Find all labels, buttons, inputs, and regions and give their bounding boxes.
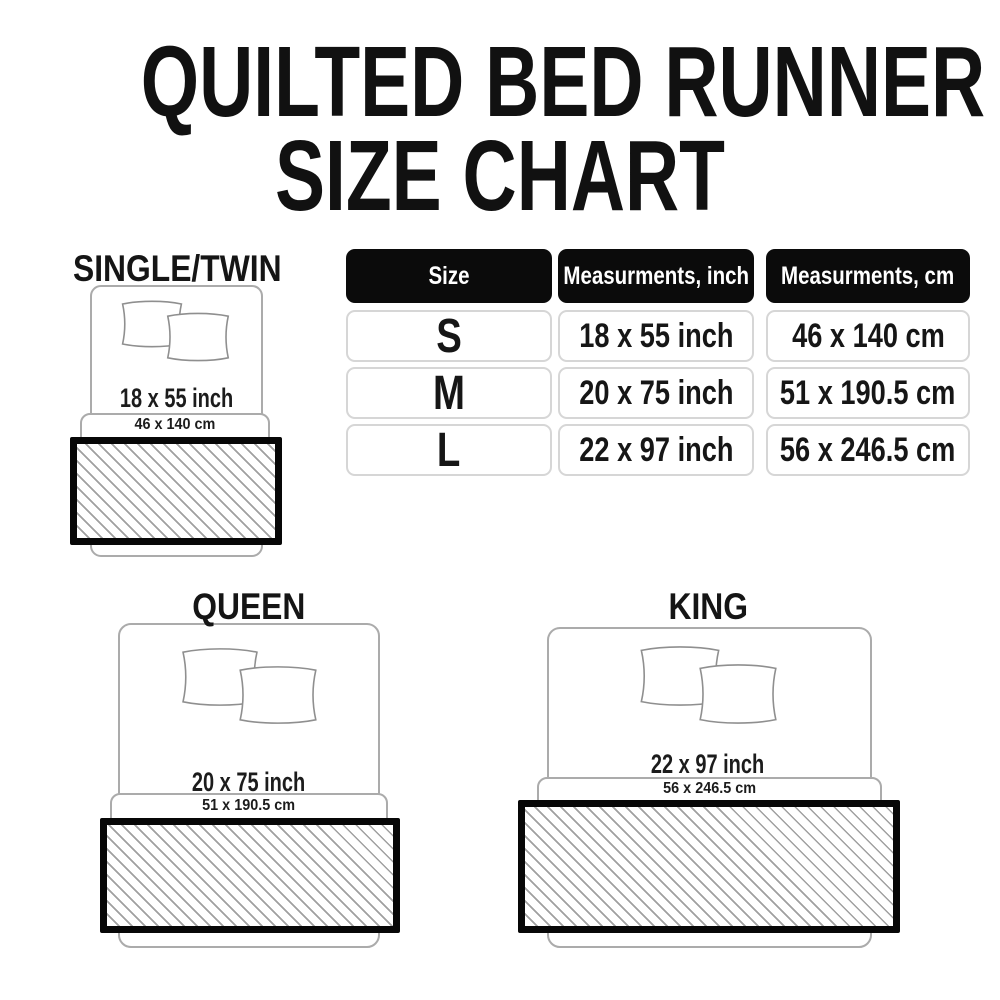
bed-size-label: QUEEN	[192, 586, 306, 627]
table-cell-cm-m: 51 x 190.5 cm	[766, 367, 970, 419]
runner-cm-measurement: 56 x 246.5 cm	[663, 780, 756, 797]
table-header-inch: Measurments, inch	[558, 249, 754, 303]
table-cell-size-l: L	[346, 424, 552, 476]
table-cell-cm-s: 46 x 140 cm	[766, 310, 970, 362]
table-cell-inch-s: 18 x 55 inch	[558, 310, 754, 362]
poster-title-text-2: SIZE CHART	[275, 120, 725, 232]
table-header-size: Size	[346, 249, 552, 303]
runner-cm-measurement: 51 x 190.5 cm	[202, 797, 296, 814]
bed-runner-hatched	[100, 818, 400, 933]
runner-cm-measurement: 46 x 140 cm	[134, 416, 216, 433]
runner-inch-measurement: 20 x 75 inch	[192, 766, 306, 797]
table-cell-size-s: S	[346, 310, 552, 362]
bed-size-label: KING	[668, 586, 748, 627]
table-header-cm: Measurments, cm	[766, 249, 970, 303]
bed-runner-hatched	[70, 437, 282, 545]
table-cell-cm-l: 56 x 246.5 cm	[766, 424, 970, 476]
pillow-icon	[162, 311, 234, 363]
poster-title-line-2	[0, 120, 1000, 232]
bed-size-label: SINGLE/TWIN	[72, 248, 282, 289]
poster-title-line-1	[0, 26, 1000, 138]
table-cell-inch-l: 22 x 97 inch	[558, 424, 754, 476]
pillow-icon	[233, 664, 323, 726]
table-cell-inch-m: 20 x 75 inch	[558, 367, 754, 419]
runner-inch-measurement: 18 x 55 inch	[120, 382, 234, 413]
pillow-icon	[693, 662, 783, 726]
table-cell-size-m: M	[346, 367, 552, 419]
bed-runner-hatched	[518, 800, 900, 933]
poster-title-text-1: QUILTED BED RUNNER	[140, 26, 986, 138]
runner-inch-measurement: 22 x 97 inch	[651, 748, 765, 779]
